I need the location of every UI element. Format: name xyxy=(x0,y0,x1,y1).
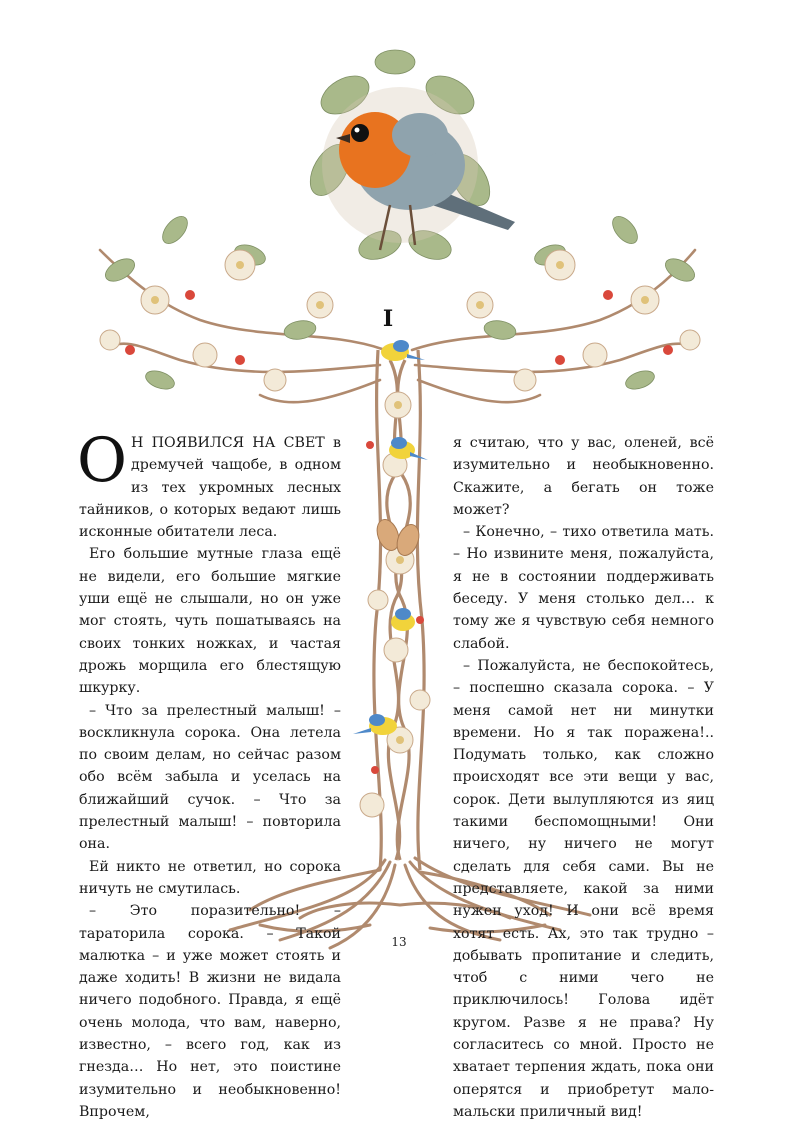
paragraph-5: – Это поразительно! – тараторила сорока. – Такой малютка – и уже может стоять и даже ходить! В жизни не видала ничего подобного. Правда, я ещё очень молода, что вам, наверно, известно, – всего год, как из гнезда… Но нет, это поистине изумительно и необыкновенно! Впрочем, xyxy=(79,903,341,1120)
paragraph-7: – Конечно, – тихо ответила мать. – Но извините меня, пожалуйста, я не в состоянии поддерживать беседу. У меня столько дел… к тому же я чувствую себя немного слабой. xyxy=(453,524,714,652)
paragraph-4: Ей никто не ответил, но сорока ничуть не смутилась. xyxy=(79,858,341,897)
chapter-number: I xyxy=(382,306,394,332)
text-column-right xyxy=(453,432,714,1123)
paragraph-3: – Что за прелестный малыш! – воскликнула сорока. Она летела по своим делам, но сейчас разом обо всём забыла и уселась на ближайший сучок. – Что за прелестный малыш! – повторила она. xyxy=(79,702,341,853)
text-column-left xyxy=(77,425,341,1123)
robin-bird-icon xyxy=(322,87,515,250)
drop-cap: О xyxy=(77,425,128,496)
paragraph-2: Его большие мутные глаза ещё не видели, его большие мягкие уши ещё не слышали, но он уже мог стоять, чуть пошатываясь на своих тонких ножках, и частая дрожь морщила его блестящую шкурку. xyxy=(79,546,341,697)
paragraph-1: О Н ПОЯВИЛСЯ НА СВЕТ в дремучей чащобе, в одном из тех укромных лесных тайников, о которых ведают лишь исконные обитатели леса. xyxy=(77,425,341,541)
paragraph-8: – Пожалуйста, не беспокойтесь, – поспешно сказала сорока. – У меня самой нет ни минутки времени. Но я так поражена!.. Подумать только, как сложно происходят все эти вещи у вас, сорок. Дети вылупляются из яиц такими беспомощными! Они ничего, ну ничего не могут сделать для себя сами. Вы не представляете, какой за ними нужен уход! И они всё время хотят есть. Ах, это так трудно – добывать пропитание и следить, чтоб с ними чего не приключилось! Голова идёт кругом. Разве я не права? Ну согласитесь со мной. Просто не хватает терпения ждать, пока они оперятся и приобретут мало-мальски приличный вид! xyxy=(453,657,714,1120)
page-number: 13 xyxy=(391,935,407,949)
paragraph-6: я считаю, что у вас, оленей, всё изумительно и необыкновенно. Скажите, а бегать он тоже может? xyxy=(453,435,714,518)
